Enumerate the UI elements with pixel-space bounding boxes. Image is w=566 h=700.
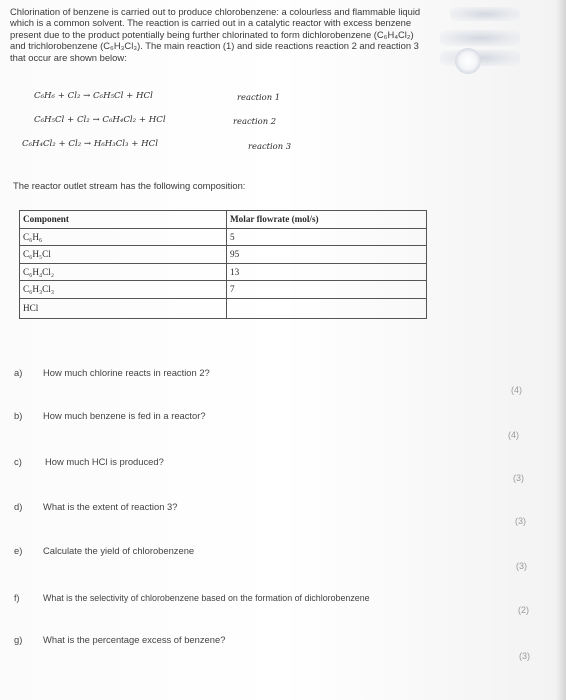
question-text: Calculate the yield of chlorobenzene xyxy=(43,545,195,556)
column-header-flowrate: Molar flowrate (mol/s) xyxy=(227,211,427,229)
question-label: e) xyxy=(14,545,23,556)
question-text: How much HCl is produced? xyxy=(45,456,164,467)
table-row xyxy=(20,228,427,246)
marks-label: (3) xyxy=(519,651,530,661)
reaction-equation: C₆H₅Cl + Cl₂ → C₆H₄Cl₂ + HCl xyxy=(34,115,166,125)
component-cell: C₆H₄Cl₂ xyxy=(20,263,227,281)
component-cell: C₆H₆ xyxy=(20,228,227,246)
column-header-component: Component xyxy=(20,211,227,229)
question-text: How much chlorine reacts in reaction 2? xyxy=(43,367,210,378)
flowrate-cell: 7 xyxy=(227,281,427,299)
question-label: c) xyxy=(14,456,22,467)
question-label: f) xyxy=(14,593,20,603)
intro-line-1: Chlorination of benzene is carried out to produce chlorobenzene: a colourless and flammable liquid xyxy=(10,6,421,17)
intro-line-5: that occur are shown below: xyxy=(10,51,127,63)
table-row xyxy=(20,298,427,318)
reaction-label: reaction 1 xyxy=(237,92,281,102)
marks-label: (3) xyxy=(513,473,524,483)
question-label: d) xyxy=(14,501,23,512)
question-label: g) xyxy=(14,634,23,645)
component-cell: C₆H₅Cl xyxy=(20,246,227,264)
reaction-equation: C₆H₆ + Cl₂ → C₆H₅Cl + HCl xyxy=(34,91,153,101)
flowrate-cell: 13 xyxy=(227,263,427,281)
intro-line-3: present due to the product potentially being further chlorinated to form dichlorobenzene (C₆H₄Cl₂) xyxy=(10,28,414,40)
marks-label: (4) xyxy=(508,430,519,440)
question-text: How much benzene is fed in a reactor? xyxy=(43,410,206,421)
intro-line-4: and trichlorobenzene (C₆H₃Cl₃). The main reaction (1) and side reactions reaction 2 and reaction 3 xyxy=(10,40,419,52)
flowrate-cell: 95 xyxy=(227,246,427,264)
table-row xyxy=(20,263,427,281)
composition-table xyxy=(19,210,427,319)
blurred-spot xyxy=(455,48,481,74)
marks-label: (3) xyxy=(515,516,526,526)
marks-label: (3) xyxy=(516,561,527,571)
blur-patch xyxy=(440,30,520,46)
blur-patch xyxy=(450,7,520,21)
flowrate-cell xyxy=(227,298,427,318)
table-row xyxy=(20,281,427,299)
question-text: What is the percentage excess of benzene? xyxy=(43,634,226,645)
question-text: What is the selectivity of chlorobenzene based on the formation of dichlorobenzene xyxy=(43,593,370,603)
outlet-description: The reactor outlet stream has the following composition: xyxy=(13,180,246,191)
question-label: b) xyxy=(14,410,23,421)
marks-label: (2) xyxy=(518,605,529,615)
page-edge-shadow xyxy=(556,0,566,700)
reaction-equation: C₆H₄Cl₂ + Cl₂ → H₆H₃Cl₃ + HCl xyxy=(22,139,158,149)
table-row xyxy=(20,246,427,264)
reaction-label: reaction 3 xyxy=(248,141,292,151)
flowrate-cell: 5 xyxy=(227,228,427,246)
question-text: What is the extent of reaction 3? xyxy=(43,501,178,512)
reaction-label: reaction 2 xyxy=(233,116,277,126)
table-header-row xyxy=(20,211,427,229)
component-cell: C₆H₃Cl₃ xyxy=(20,281,227,299)
component-cell: HCl xyxy=(20,298,227,318)
intro-line-2: which is a common solvent. The reaction is carried out in a catalytic reactor with excess benzene xyxy=(10,17,412,29)
marks-label: (4) xyxy=(511,385,522,395)
question-label: a) xyxy=(14,367,23,378)
